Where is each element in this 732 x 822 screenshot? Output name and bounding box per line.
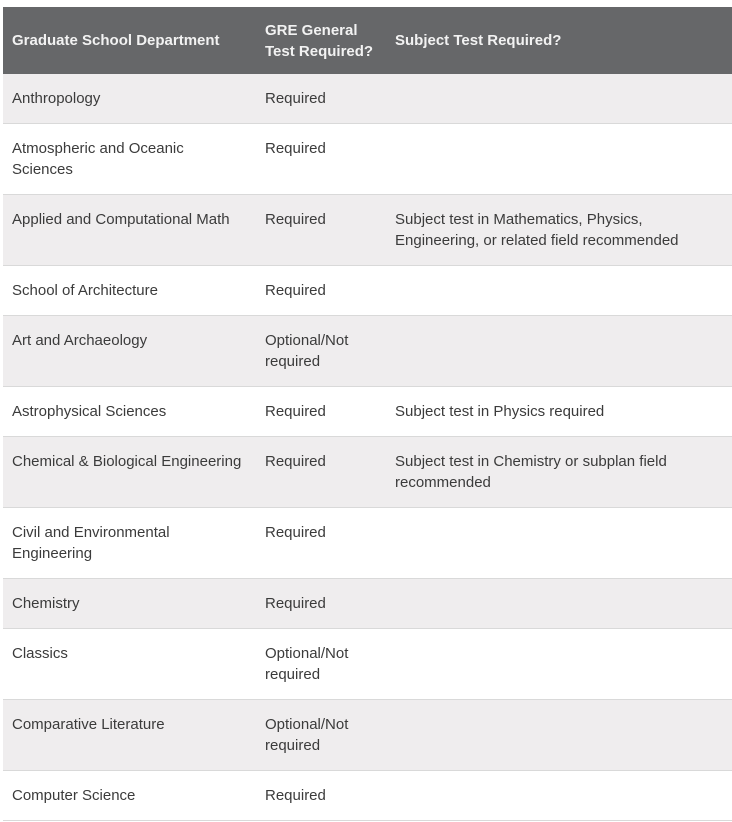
cell-department: School of Architecture xyxy=(3,266,255,316)
table-header xyxy=(3,7,732,74)
table-row xyxy=(3,195,732,266)
cell-subject-test xyxy=(385,700,732,771)
table-row xyxy=(3,266,732,316)
table-row xyxy=(3,387,732,437)
cell-gre-general: Optional/Not required xyxy=(255,629,385,700)
cell-gre-general: Optional/Not required xyxy=(255,700,385,771)
cell-department: Anthropology xyxy=(3,74,255,124)
cell-gre-general: Required xyxy=(255,387,385,437)
cell-department: Applied and Computational Math xyxy=(3,195,255,266)
header-gre-general: GRE General Test Required? xyxy=(255,7,385,74)
cell-gre-general: Required xyxy=(255,124,385,195)
cell-subject-test xyxy=(385,629,732,700)
cell-department: Chemical & Biological Engineering xyxy=(3,437,255,508)
cell-subject-test xyxy=(385,74,732,124)
cell-department: Chemistry xyxy=(3,579,255,629)
cell-subject-test: Subject test in Chemistry or subplan field recommended xyxy=(385,437,732,508)
header-row xyxy=(3,7,732,74)
cell-gre-general: Required xyxy=(255,74,385,124)
gre-requirements-table xyxy=(3,7,732,821)
cell-department: Computer Science xyxy=(3,771,255,821)
table-body xyxy=(3,74,732,821)
cell-gre-general: Required xyxy=(255,437,385,508)
cell-department: Civil and Environmental Engineering xyxy=(3,508,255,579)
cell-department: Classics xyxy=(3,629,255,700)
cell-department: Astrophysical Sciences xyxy=(3,387,255,437)
cell-subject-test: Subject test in Mathematics, Physics, Engineering, or related field recommended xyxy=(385,195,732,266)
cell-gre-general: Optional/Not required xyxy=(255,316,385,387)
table-row xyxy=(3,771,732,821)
cell-subject-test xyxy=(385,508,732,579)
table-row xyxy=(3,508,732,579)
cell-subject-test xyxy=(385,266,732,316)
table-row xyxy=(3,629,732,700)
cell-gre-general: Required xyxy=(255,195,385,266)
table-row xyxy=(3,124,732,195)
table-row xyxy=(3,437,732,508)
cell-gre-general: Required xyxy=(255,771,385,821)
cell-subject-test: Subject test in Physics required xyxy=(385,387,732,437)
table-row xyxy=(3,316,732,387)
cell-subject-test xyxy=(385,579,732,629)
cell-subject-test xyxy=(385,124,732,195)
cell-gre-general: Required xyxy=(255,266,385,316)
header-department: Graduate School Department xyxy=(3,7,255,74)
cell-department: Comparative Literature xyxy=(3,700,255,771)
cell-gre-general: Required xyxy=(255,508,385,579)
cell-gre-general: Required xyxy=(255,579,385,629)
table-row xyxy=(3,579,732,629)
table-row xyxy=(3,700,732,771)
header-subject-test: Subject Test Required? xyxy=(385,7,732,74)
cell-department: Art and Archaeology xyxy=(3,316,255,387)
cell-subject-test xyxy=(385,316,732,387)
cell-subject-test xyxy=(385,771,732,821)
cell-department: Atmospheric and Oceanic Sciences xyxy=(3,124,255,195)
table-row xyxy=(3,74,732,124)
